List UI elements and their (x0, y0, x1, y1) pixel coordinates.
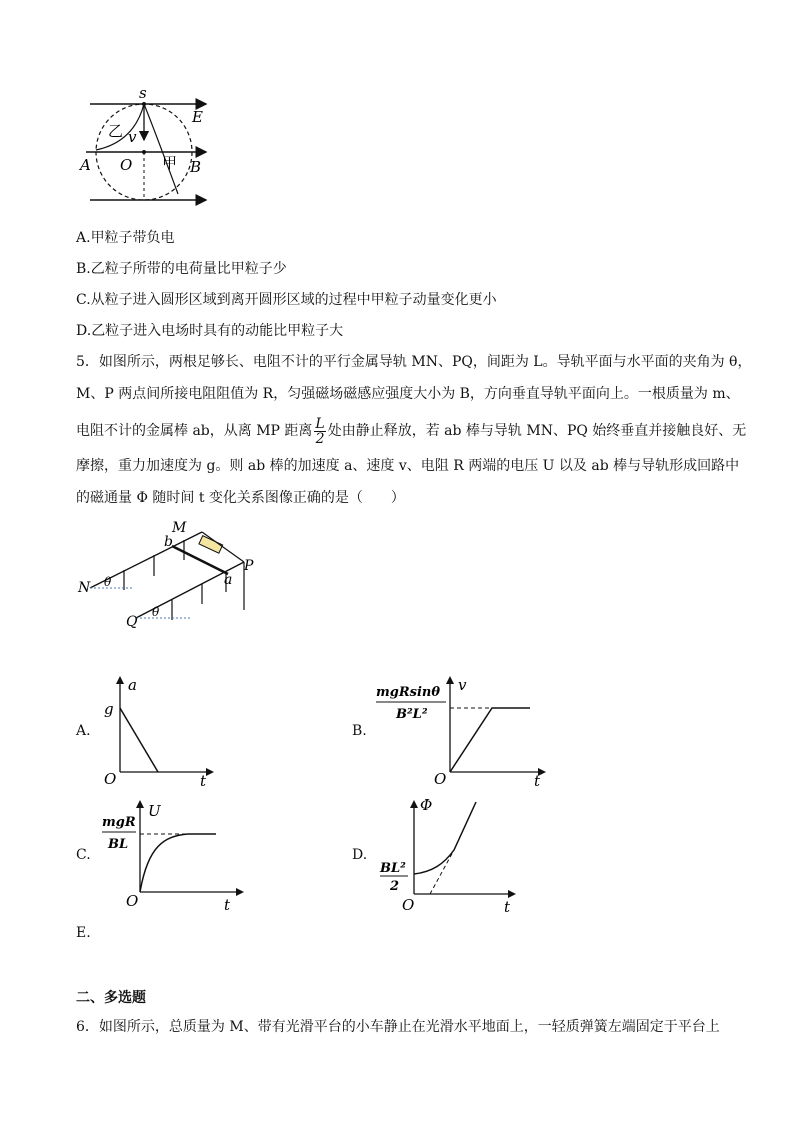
label-n: N (78, 580, 91, 596)
fraction-num: L (315, 415, 325, 432)
label-theta-2: θ (152, 605, 160, 619)
choice-letter: B. (76, 261, 91, 277)
label-q: Q (126, 614, 138, 630)
graph-c (98, 796, 248, 912)
axis-x-label: t (200, 772, 207, 786)
axis-y-label: v (458, 676, 467, 694)
q5-line-5: 的磁通量 Φ 随时间 t 变化关系图像正确的是（ ） (76, 490, 405, 506)
asym-den: B²L² (396, 707, 428, 722)
q5-line-4: 摩擦，重力加速度为 g。则 ab 棒的加速度 a、速度 v、电阻 R 两端的电压 U 以及 ab 棒与导轨形成回路中 (76, 458, 740, 474)
label-jia: 甲 (162, 154, 178, 172)
origin-label: O (126, 892, 139, 910)
option-a-label[interactable]: A. (76, 723, 91, 739)
label-a: A (80, 156, 91, 174)
origin-label: O (402, 896, 415, 914)
axis-x-label: t (504, 898, 511, 914)
axis-x-label: t (224, 896, 231, 912)
label-theta-1: θ (104, 575, 112, 589)
label-o: O (120, 156, 133, 174)
choice-d[interactable] (76, 321, 343, 341)
choice-letter: A. (76, 230, 91, 246)
q5-line-3a: 电阻不计的金属棒 ab，从离 MP 距离 (76, 423, 313, 439)
option-d-label[interactable]: D. (352, 847, 368, 863)
label-b-rod: b (164, 534, 173, 550)
choice-c[interactable] (76, 290, 497, 310)
graph-d (374, 790, 524, 914)
q5-line-3b: 处由静止释放，若 ab 棒与导轨 MN、PQ 始终垂直并接触良好、无 (327, 423, 747, 439)
label-p: P (244, 558, 254, 574)
option-e-label[interactable]: E. (76, 925, 91, 941)
choice-text: 乙粒子进入电场时具有的动能比甲粒子大 (91, 323, 344, 339)
trajectory-jia (144, 104, 178, 194)
choice-text: 从粒子进入圆形区域到离开圆形区域的过程中甲粒子动量变化更小 (90, 292, 497, 308)
curve-a (120, 708, 158, 772)
figure-circle-field (78, 84, 218, 208)
origin-label: O (434, 770, 447, 788)
label-e: E (192, 108, 203, 126)
axis-y-label: U (148, 802, 161, 820)
graph-b (374, 672, 554, 788)
choice-b[interactable] (76, 259, 287, 279)
asym-num: mgRsinθ (376, 685, 441, 700)
point-s (142, 102, 146, 106)
option-c-label[interactable]: C. (76, 847, 91, 863)
axis-y-label: a (128, 676, 137, 694)
q5-line-1: 5．如图所示，两根足够长、电阻不计的平行金属导轨 MN、PQ，间距为 L。导轨平面与水平面的夹角为 θ， (76, 354, 752, 370)
q5-line-3 (76, 416, 746, 446)
q6-line-1: 6．如图所示，总质量为 M、带有光滑平台的小车静止在光滑水平地面上，一轻质弹簧左端固定于平台上 (76, 1019, 720, 1035)
section-title: 二、多选题 (76, 990, 146, 1006)
axis-y-label: Φ (420, 796, 433, 814)
choice-text: 乙粒子所带的电荷量比甲粒子少 (90, 261, 287, 277)
graph-a (98, 672, 218, 786)
fraction-l-over-2 (314, 417, 325, 446)
label-m: M (172, 520, 187, 536)
asym-num: mgR (102, 815, 136, 830)
intercept-num: BL² (380, 861, 406, 876)
choice-a[interactable] (76, 228, 175, 248)
q5-line-2: M、P 两点间所接电阻阻值为 R，匀强磁场磁感应强度大小为 B，方向垂直导轨平面向上。一根质量为 m、 (76, 386, 740, 402)
label-s: s (139, 84, 147, 102)
label-a-rod: a (224, 572, 233, 588)
point-o (142, 150, 146, 154)
label-b: B (190, 158, 202, 176)
axis-x-label: t (534, 772, 541, 788)
asym-den: BL (108, 837, 129, 852)
intercept-den: 2 (390, 879, 400, 894)
curve-c (140, 834, 216, 892)
choice-letter: C. (76, 292, 91, 308)
choice-letter: D. (76, 323, 92, 339)
choice-text: 甲粒子带负电 (90, 230, 175, 246)
label-v: v (128, 128, 137, 146)
origin-label: O (104, 770, 117, 786)
figure-inclined-rails (76, 518, 276, 630)
fraction-den: 2 (315, 430, 325, 447)
curve-b (450, 708, 530, 772)
tangent-dashed (430, 850, 454, 894)
intercept-label: g (104, 700, 114, 718)
label-yi: 乙 (108, 122, 124, 140)
option-b-label[interactable]: B. (352, 723, 367, 739)
